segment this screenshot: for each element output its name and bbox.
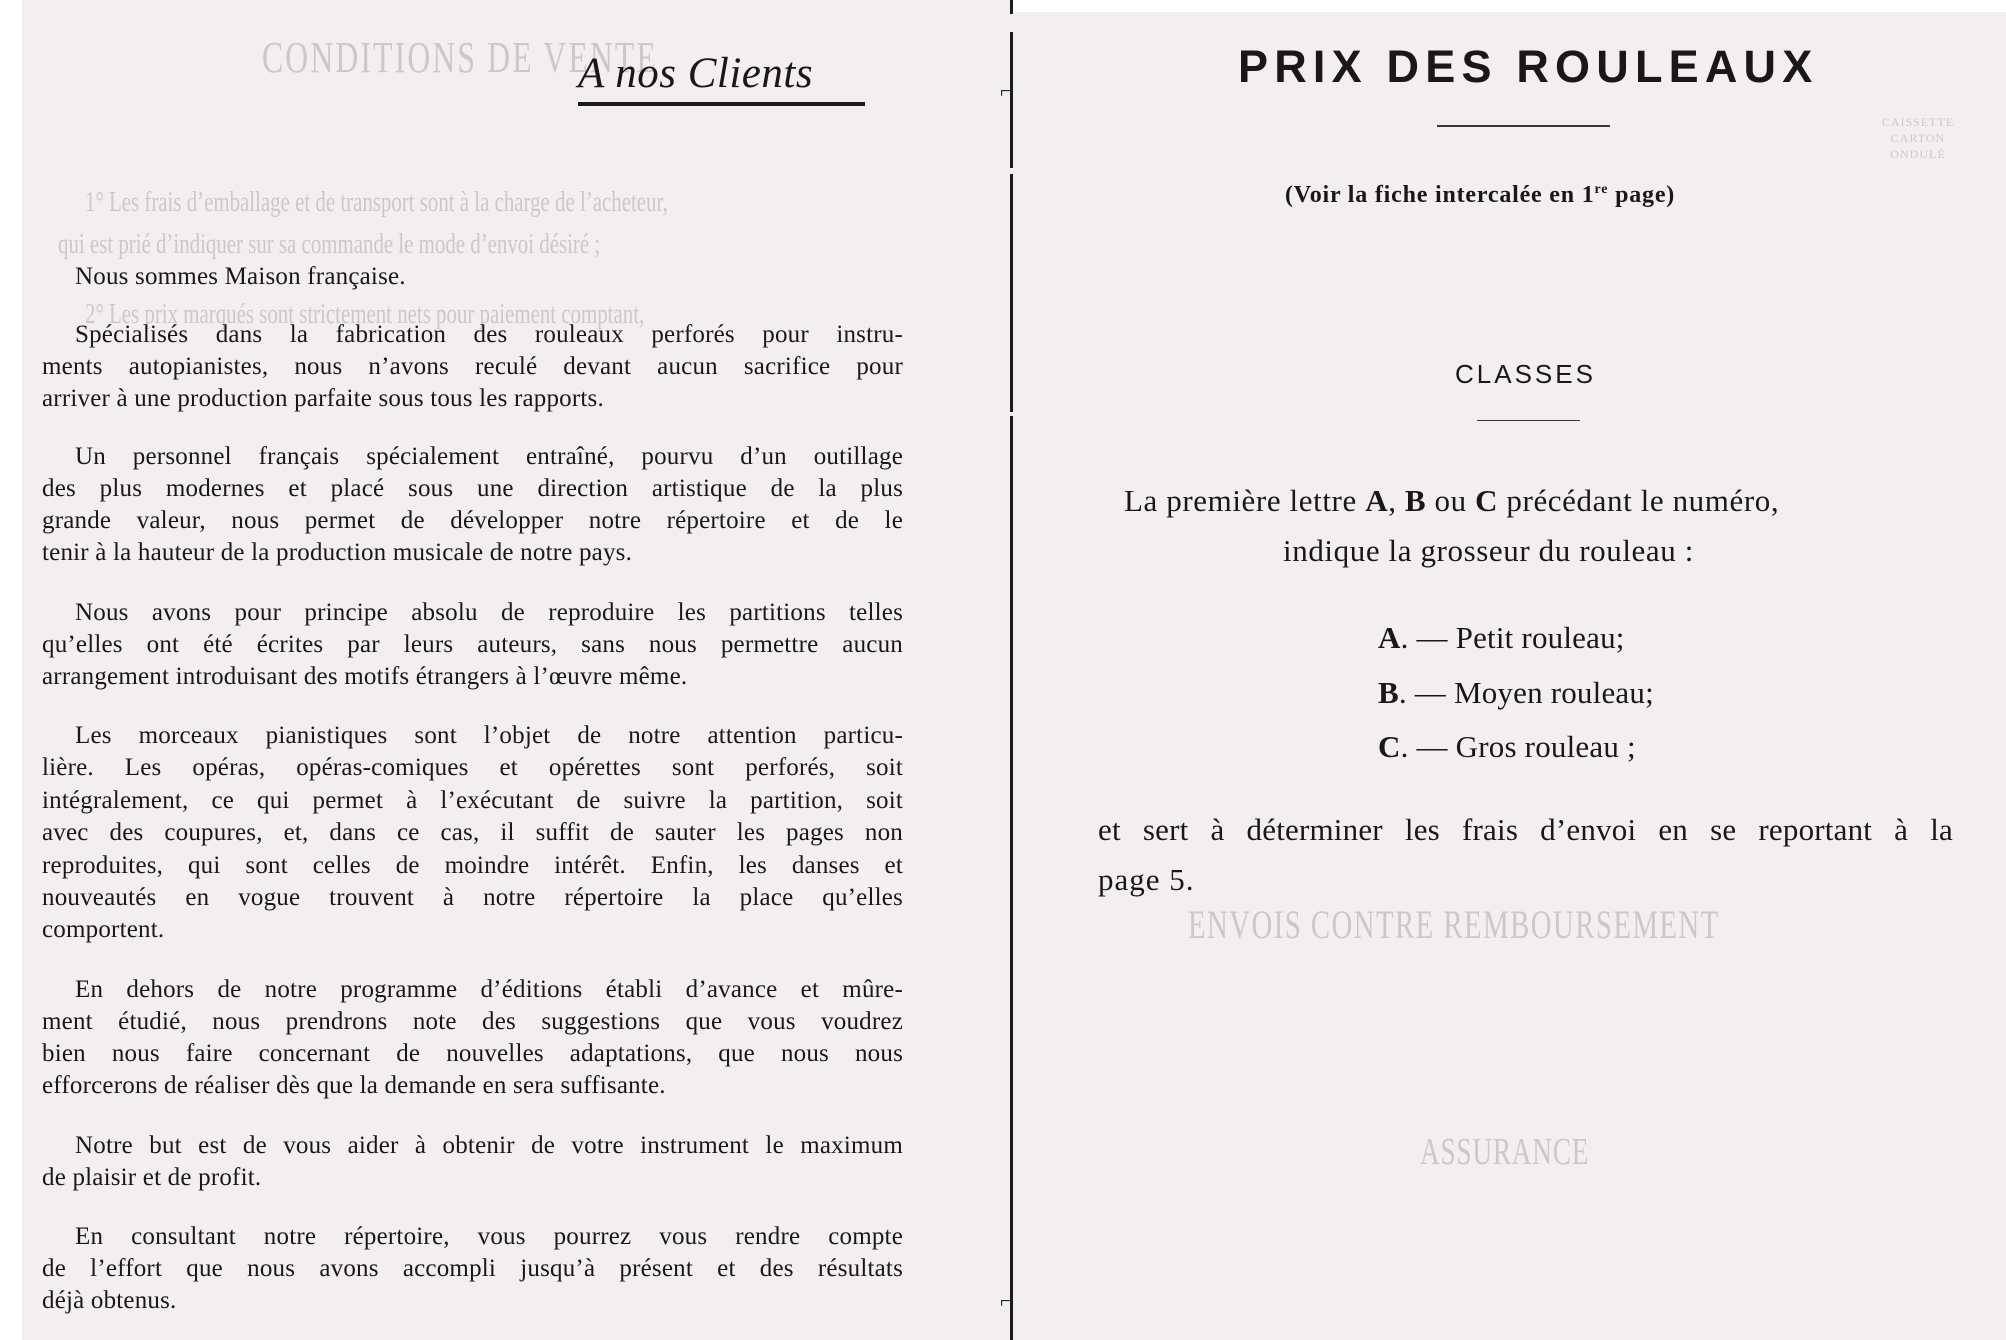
class-description: . — Petit rouleau; (1400, 620, 1625, 655)
class-description: . — Moyen rouleau; (1398, 675, 1654, 710)
title-rule (1437, 125, 1610, 127)
registration-mark: ⌐ (1000, 78, 1013, 103)
intercalated-sheet-note (1285, 183, 1675, 207)
paragraph-line: Notre but est de vous aider à obtenir de votre instrument le maximum (75, 1132, 903, 1159)
paragraph-line: comportent. (42, 916, 165, 943)
title-underline (578, 102, 865, 106)
paragraph-line: qu’elles ont été écrites par leurs auteurs, sans nous permettre aucun (42, 631, 903, 658)
paragraph-line: reproduites, qui sont celles de moindre intérêt. Enfin, les danses et (42, 852, 903, 879)
class-letter: B (1378, 675, 1399, 710)
bleed-line: 2° Les prix marqués sont strictement nets pour paiement comptant, (85, 298, 645, 330)
closing-line: page 5. (1098, 862, 1195, 897)
intro-line (1124, 485, 1779, 516)
paragraph-line: Un personnel français spécialement entraîné, pourvu d’un outillage (75, 443, 903, 470)
classes-heading: CLASSES (1455, 359, 1596, 389)
paragraph-line: arriver à une production parfaite sous tous les rapports. (42, 385, 604, 412)
intro-text: La première lettre (1124, 483, 1366, 518)
bleed-heading-conditions: CONDITIONS DE VENTE (262, 33, 658, 82)
paragraph-line: En consultant notre répertoire, vous pourrez vous rendre compte (75, 1223, 903, 1250)
intro-text: , (1388, 483, 1405, 518)
paragraph-line: avec des coupures, et, dans ce cas, il suffit de sauter les pages non (42, 819, 903, 846)
paragraph-line: nouveautés en vogue trouvent à notre répertoire la place qu’elles (42, 884, 903, 911)
note-superscript: re (1594, 182, 1609, 197)
paragraph-line: bien nous faire concernant de nouvelles adaptations, que nous nous (42, 1040, 903, 1067)
bleed-heading-assurance: ASSURANCE (1420, 1131, 1590, 1173)
page-title-prix-des-rouleaux: PRIX DES ROULEAUX (1238, 41, 1819, 92)
divider-gap (1009, 14, 1014, 32)
registration-mark: ⌐ (1000, 1288, 1013, 1313)
intro-text: précédant le numéro, (1498, 483, 1780, 518)
intro-text: ou (1426, 483, 1476, 518)
paragraph-line: Les morceaux pianistiques sont l’objet de notre attention particu- (75, 722, 903, 749)
paragraph-line: Spécialisés dans la fabrication des rouleaux perforés pour instru- (75, 321, 903, 348)
class-description: . — Gros rouleau ; (1400, 729, 1636, 764)
class-letter-a: A (1365, 483, 1389, 518)
class-item-c (1378, 731, 1636, 762)
divider-gap (1009, 412, 1014, 416)
paragraph-line: lière. Les opéras, opéras-comiques et opérettes sont perforés, soit (42, 754, 903, 781)
bleed-heading-envois: ENVOIS CONTRE REMBOURSEMENT (1188, 902, 1720, 947)
paragraph-line: En dehors de notre programme d’éditions établi d’avance et mûre- (75, 976, 903, 1003)
class-item-a (1378, 622, 1625, 653)
class-letter-b: B (1404, 483, 1427, 518)
paragraph-line: intégralement, ce qui permet à l’exécutant de suivre la partition, soit (42, 787, 903, 814)
paragraph-line: Nous avons pour principe absolu de reproduire les partitions telles (75, 599, 903, 626)
scan-edge (1012, 0, 2006, 12)
paragraph-line: ment étudié, nous prendrons note des suggestions que vous voudrez (42, 1008, 903, 1035)
class-item-b (1378, 677, 1654, 708)
paragraph-line: ments autopianistes, nous n’avons reculé devant aucun sacrifice pour (42, 353, 903, 380)
paragraph-line: des plus modernes et placé sous une direction artistique de la plus (42, 475, 903, 502)
bleed-line: qui est prié d’indiquer sur sa commande le mode d’envoi désiré ; (58, 228, 601, 260)
paragraph-line: arrangement introduisant des motifs étrangers à l’œuvre même. (42, 663, 688, 690)
note-text: (Voir la fiche intercalée en 1 (1285, 182, 1595, 208)
paragraph-line: tenir à la hauteur de la production musicale de notre pays. (42, 539, 633, 566)
note-text-end: page) (1608, 182, 1676, 208)
closing-line: et sert à déterminer les frais d’envoi en se reportant à la (1098, 812, 1953, 847)
page-title-a-nos-clients: A nos Clients (578, 50, 814, 97)
divider-gap (1009, 168, 1014, 174)
paragraph-line: Nous sommes Maison française. (75, 263, 406, 290)
intro-line-2: indique la grosseur du rouleau : (1283, 533, 1694, 568)
paragraph-line: de plaisir et de profit. (42, 1164, 262, 1191)
bleed-line: 1° Les frais d’emballage et de transport sont à la charge de l’acheteur, (85, 186, 668, 218)
class-letter: A (1378, 620, 1401, 655)
paragraph-line: efforcerons de réaliser dès que la demande en sera suffisante. (42, 1072, 666, 1099)
classes-rule (1477, 420, 1580, 421)
paragraph-line: de l’effort que nous avons accompli jusqu’à présent et des résultats (42, 1255, 903, 1282)
bleed-box-header: CAISSETTE CARTON ONDULÉ (1881, 115, 1955, 161)
page-divider (1010, 0, 1013, 1340)
class-letter-c: C (1475, 483, 1499, 518)
paragraph-line: déjà obtenus. (42, 1287, 177, 1314)
paragraph-line: grande valeur, nous permet de développer notre répertoire et de le (42, 507, 903, 534)
class-letter: C (1378, 729, 1401, 764)
